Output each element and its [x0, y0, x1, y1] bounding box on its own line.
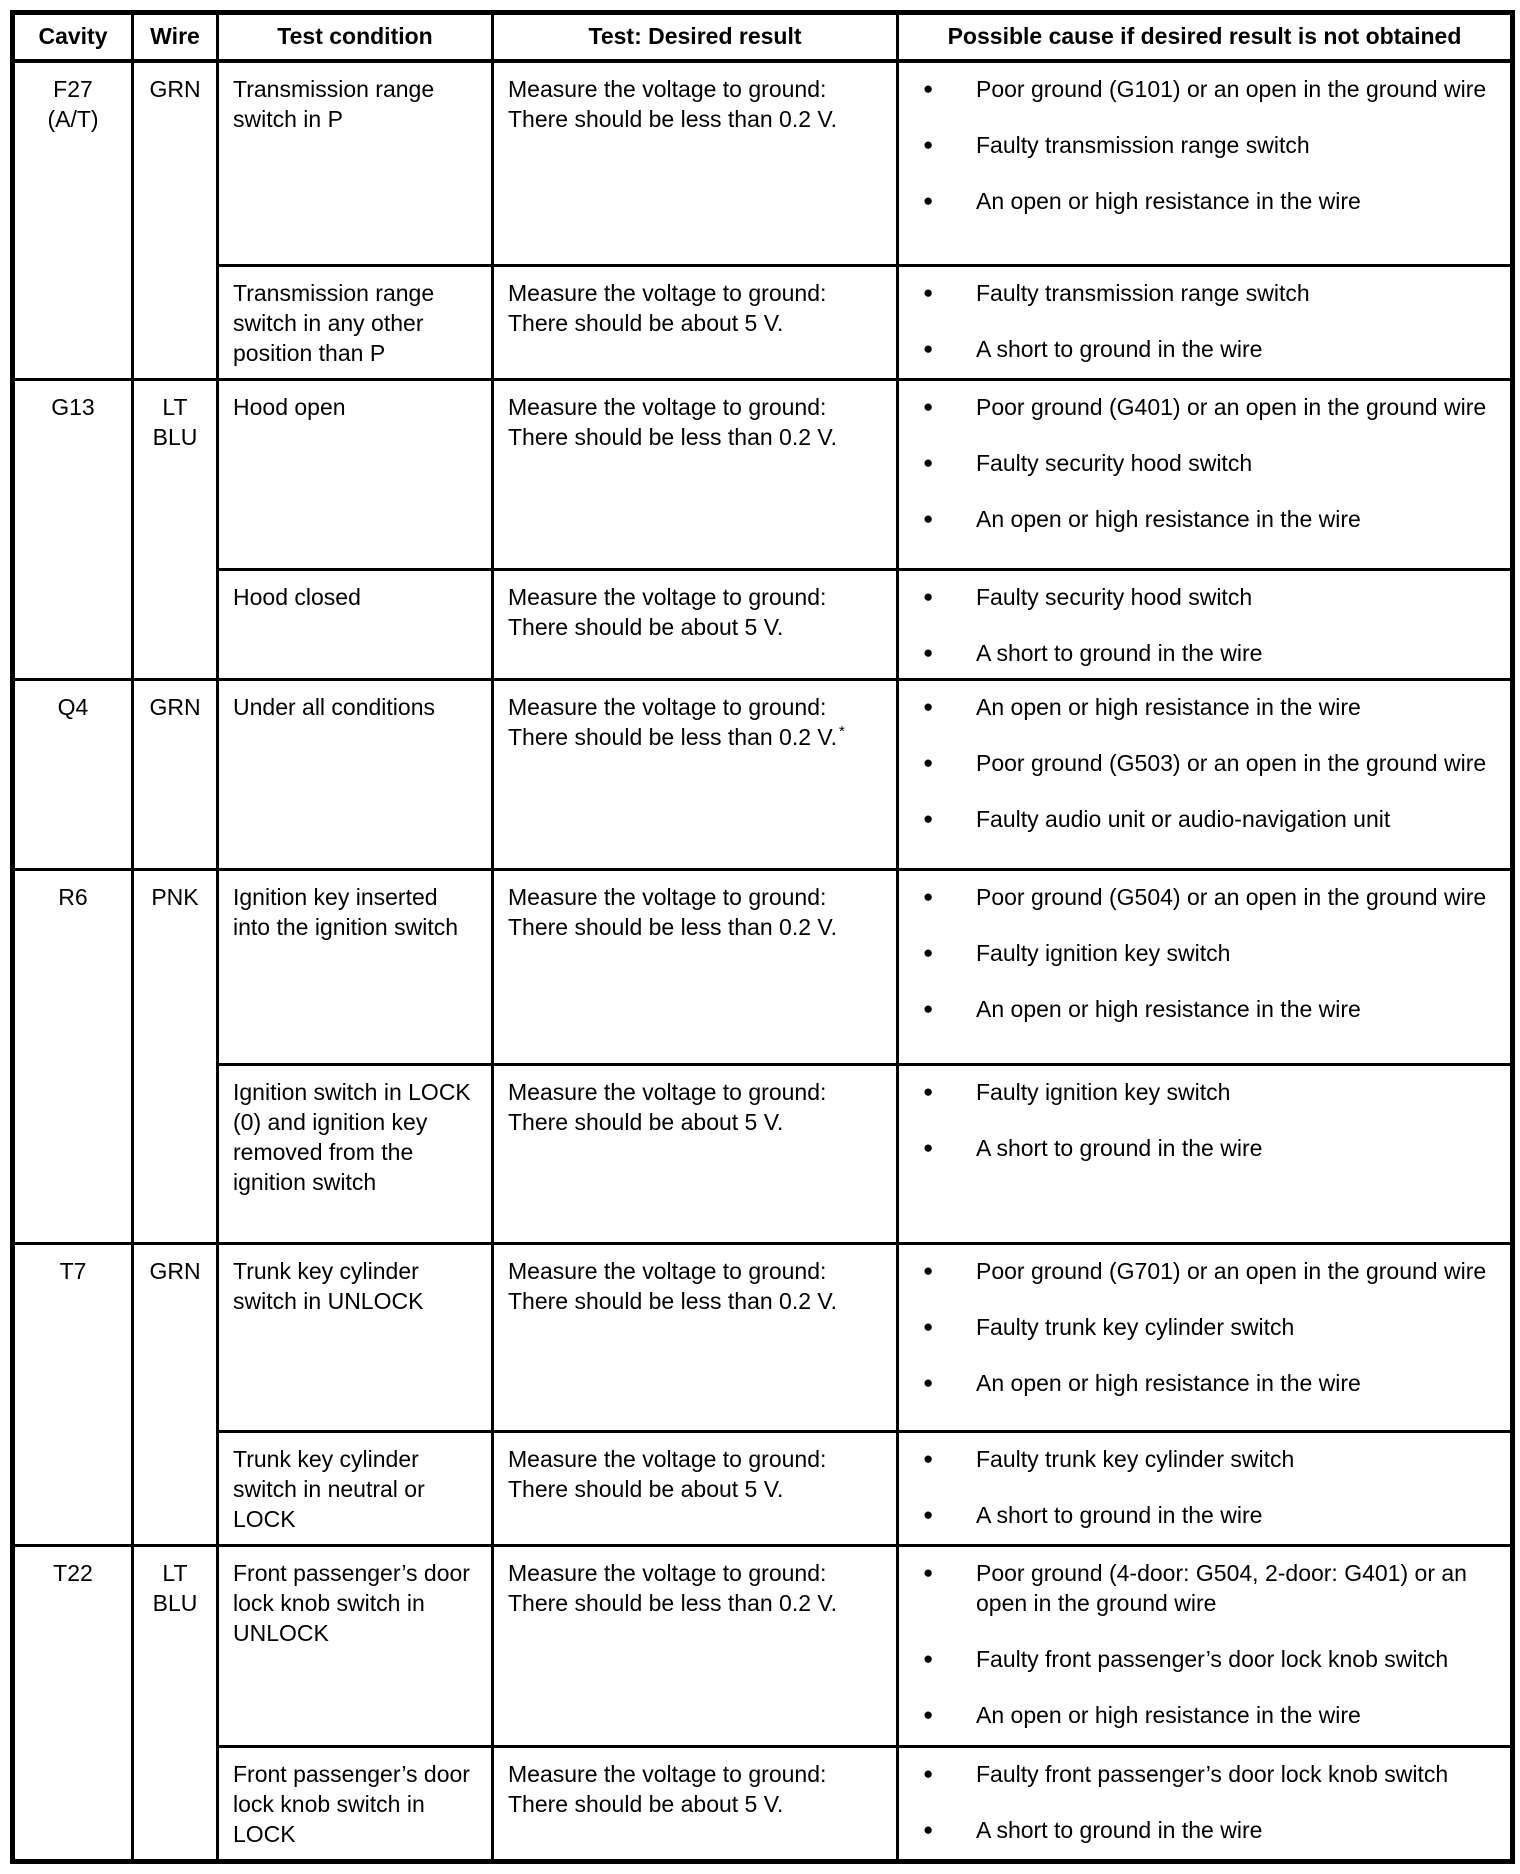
cause-item: [923, 638, 1498, 668]
result-line: Measure the voltage to ground:: [508, 1761, 827, 1787]
test-condition-text: Ignition switch in LOCK (0) and ignition key removed from the ignition switch: [233, 1079, 471, 1195]
bullet-icon: ●: [923, 283, 934, 302]
result-line: There should be about 5 V.: [508, 1109, 784, 1135]
test-condition-cell: [218, 1244, 493, 1432]
wire-line: GRN: [149, 694, 201, 720]
cause-text: Poor ground (G701) or an open in the ground wire: [976, 1258, 1487, 1284]
cavity-line: Q4: [57, 694, 89, 720]
cause-text: A short to ground in the wire: [976, 1817, 1263, 1843]
cavity-line: (A/T): [47, 105, 99, 132]
cause-item: [923, 1133, 1498, 1163]
wire-line: BLU: [152, 1590, 198, 1616]
test-condition-text: Ignition key inserted into the ignition switch: [233, 884, 459, 940]
result-line: Measure the voltage to ground:: [508, 1560, 827, 1586]
wire-cell: [133, 870, 218, 1244]
wire-cell: [133, 1244, 218, 1546]
bullet-icon: ●: [923, 509, 934, 528]
cause-item: [923, 692, 1498, 722]
cavity-cell: [13, 61, 133, 380]
test-condition-cell: [218, 680, 493, 870]
cavity-cell: [13, 1546, 133, 1862]
wire-cell: [133, 1546, 218, 1862]
cause-item: [923, 504, 1498, 534]
cavity-block-row: [13, 1546, 1513, 1747]
cavity-block-row: [13, 61, 1513, 266]
cause-text: A short to ground in the wire: [976, 1135, 1263, 1161]
cause-text: Faulty trunk key cylinder switch: [976, 1314, 1295, 1340]
bullet-icon: ●: [923, 1373, 934, 1392]
result-line: There should be less than 0.2 V.: [508, 1288, 838, 1314]
wire-line: PNK: [151, 884, 199, 910]
sub-test-row: [13, 1747, 1513, 1862]
header-test-condition: Test condition: [218, 13, 493, 61]
test-condition-text: Hood closed: [233, 584, 361, 610]
desired-result-cell: [493, 1432, 898, 1546]
result-line: There should be about 5 V.: [508, 614, 784, 640]
wire-cell: [133, 61, 218, 380]
test-condition-text: Hood open: [233, 394, 346, 420]
cause-item: [923, 1256, 1498, 1286]
result-line: Measure the voltage to ground:: [508, 394, 827, 420]
diagnostic-table: [10, 10, 1515, 1864]
desired-result-cell: [493, 380, 898, 570]
bullet-icon: ●: [923, 190, 934, 210]
wire-cell: [133, 680, 218, 870]
cause-text: Faulty ignition key switch: [976, 1079, 1231, 1105]
result-line: There should be about 5 V.: [508, 1791, 784, 1817]
bullet-icon: ●: [923, 643, 934, 662]
cause-text: Poor ground (G401) or an open in the ground wire: [976, 394, 1487, 420]
possible-cause-cell: [898, 680, 1513, 870]
desired-result-cell: [493, 680, 898, 870]
footnote-asterisk: *: [839, 723, 845, 741]
cause-text: Faulty audio unit or audio-navigation unit: [976, 806, 1391, 832]
result-line: There should be about 5 V.: [508, 1476, 784, 1502]
test-condition-text: Under all conditions: [233, 694, 436, 720]
cause-item: [923, 334, 1498, 364]
possible-cause-cell: [898, 1065, 1513, 1244]
test-condition-cell: [218, 266, 493, 380]
cause-text: Poor ground (4-door: G504, 2-door: G401) or an open in the ground wire: [976, 1560, 1467, 1616]
bullet-icon: ●: [923, 697, 934, 716]
cause-item: [923, 1759, 1498, 1789]
cause-item: [923, 1815, 1498, 1845]
result-line: Measure the voltage to ground:: [508, 75, 827, 102]
cause-item: [923, 130, 1498, 160]
result-line: There should be about 5 V.: [508, 310, 784, 336]
bullet-icon: ●: [923, 1820, 934, 1839]
bullet-icon: ●: [923, 999, 934, 1018]
cause-item: [923, 1558, 1498, 1618]
cause-text: A short to ground in the wire: [976, 640, 1263, 666]
possible-cause-cell: [898, 1244, 1513, 1432]
bullet-icon: ●: [923, 1563, 934, 1582]
possible-cause-cell: [898, 266, 1513, 380]
test-condition-text: Trunk key cylinder switch in neutral or LOCK: [233, 1446, 425, 1532]
result-line: Measure the voltage to ground:: [508, 280, 827, 306]
cause-text: Poor ground (G503) or an open in the ground wire: [976, 750, 1487, 776]
bullet-icon: ●: [923, 453, 934, 472]
cause-text: An open or high resistance in the wire: [976, 187, 1361, 214]
sub-test-row: [13, 1065, 1513, 1244]
cause-item: [923, 278, 1498, 308]
cavity-block-row: [13, 870, 1513, 1065]
bullet-icon: ●: [923, 1505, 934, 1524]
cavity-line: F27: [53, 75, 93, 102]
desired-result-cell: [493, 266, 898, 380]
cause-text: Faulty front passenger’s door lock knob switch: [976, 1646, 1449, 1672]
cause-text: Faulty security hood switch: [976, 584, 1253, 610]
sub-test-row: [13, 1432, 1513, 1546]
possible-cause-cell: [898, 1432, 1513, 1546]
test-condition-cell: [218, 870, 493, 1065]
cause-item: [923, 74, 1498, 104]
cavity-line: T22: [53, 1560, 93, 1586]
test-condition-cell: [218, 61, 493, 266]
test-condition-cell: [218, 570, 493, 680]
cause-text: A short to ground in the wire: [976, 1502, 1263, 1528]
bullet-icon: ●: [923, 1449, 934, 1468]
test-condition-cell: [218, 1747, 493, 1862]
possible-cause-cell: [898, 61, 1513, 266]
bullet-icon: ●: [923, 78, 934, 98]
result-line: Measure the voltage to ground:: [508, 1079, 827, 1105]
cause-text: Faulty security hood switch: [976, 450, 1253, 476]
bullet-icon: ●: [923, 753, 934, 772]
cavity-block-row: [13, 380, 1513, 570]
desired-result-cell: [493, 1065, 898, 1244]
table-body: [13, 61, 1513, 1862]
bullet-icon: ●: [923, 1138, 934, 1157]
cause-text: Poor ground (G504) or an open in the ground wire: [976, 884, 1487, 910]
result-line: There should be less than 0.2 V.: [508, 1590, 838, 1616]
cause-text: An open or high resistance in the wire: [976, 1702, 1361, 1728]
bullet-icon: ●: [923, 397, 934, 416]
result-line: Measure the voltage to ground:: [508, 884, 827, 910]
sub-test-row: [13, 570, 1513, 680]
cavity-cell: [13, 870, 133, 1244]
header-desired-result: Test: Desired result: [493, 13, 898, 61]
cavity-block-row: [13, 1244, 1513, 1432]
cavity-line: G13: [51, 394, 95, 420]
result-line: Measure the voltage to ground:: [508, 694, 827, 720]
cause-item: [923, 804, 1498, 834]
cavity-block-row: [13, 680, 1513, 870]
test-condition-text: Transmission range switch in P: [233, 75, 435, 132]
possible-cause-cell: [898, 570, 1513, 680]
cause-item: [923, 1444, 1498, 1474]
cause-text: A short to ground in the wire: [976, 336, 1263, 362]
wire-line: GRN: [149, 1258, 201, 1284]
wire-line: BLU: [152, 424, 198, 450]
header-wire: Wire: [133, 13, 218, 61]
cause-item: [923, 994, 1498, 1024]
cause-item: [923, 748, 1498, 778]
bullet-icon: ●: [923, 1649, 934, 1668]
cause-item: [923, 392, 1498, 422]
cavity-line: R6: [58, 884, 88, 910]
cause-text: An open or high resistance in the wire: [976, 694, 1361, 720]
cause-item: [923, 1500, 1498, 1530]
cause-item: [923, 1700, 1498, 1730]
test-condition-cell: [218, 1432, 493, 1546]
test-condition-text: Front passenger’s door lock knob switch in UNLOCK: [233, 1560, 470, 1646]
cause-text: Faulty ignition key switch: [976, 940, 1231, 966]
bullet-icon: ●: [923, 809, 934, 828]
possible-cause-cell: [898, 870, 1513, 1065]
bullet-icon: ●: [923, 1764, 934, 1783]
cavity-cell: [13, 680, 133, 870]
bullet-icon: ●: [923, 587, 934, 606]
desired-result-cell: [493, 1747, 898, 1862]
test-condition-text: Transmission range switch in any other position than P: [233, 280, 435, 366]
wire-line: LT: [162, 394, 188, 420]
test-condition-text: Front passenger’s door lock knob switch in LOCK: [233, 1761, 470, 1847]
possible-cause-cell: [898, 380, 1513, 570]
cause-text: Poor ground (G101) or an open in the ground wire: [976, 75, 1487, 102]
result-line: There should be less than 0.2 V.: [508, 105, 838, 132]
cause-item: [923, 938, 1498, 968]
bullet-icon: ●: [923, 887, 934, 906]
table-header: [13, 13, 1513, 61]
possible-cause-cell: [898, 1546, 1513, 1747]
wire-line: GRN: [149, 75, 201, 102]
bullet-icon: ●: [923, 1261, 934, 1280]
cause-text: Faulty trunk key cylinder switch: [976, 1446, 1295, 1472]
header-possible-cause: Possible cause if desired result is not obtained: [898, 13, 1513, 61]
wire-line: LT: [162, 1560, 188, 1586]
cause-item: [923, 448, 1498, 478]
cause-text: Faulty transmission range switch: [976, 131, 1310, 158]
test-condition-cell: [218, 380, 493, 570]
header-row: [13, 13, 1513, 61]
bullet-icon: ●: [923, 134, 934, 154]
bullet-icon: ●: [923, 1317, 934, 1336]
cavity-line: T7: [59, 1258, 87, 1284]
cavity-cell: [13, 380, 133, 680]
cause-item: [923, 1368, 1498, 1398]
cause-text: Faulty transmission range switch: [976, 280, 1310, 306]
test-condition-cell: [218, 1065, 493, 1244]
sub-test-row: [13, 266, 1513, 380]
desired-result-cell: [493, 1244, 898, 1432]
result-line: There should be less than 0.2 V. *: [508, 723, 845, 750]
cause-text: An open or high resistance in the wire: [976, 506, 1361, 532]
bullet-icon: ●: [923, 1082, 934, 1101]
cause-item: [923, 186, 1498, 216]
cause-text: Faulty front passenger’s door lock knob switch: [976, 1761, 1449, 1787]
result-line: Measure the voltage to ground:: [508, 584, 827, 610]
possible-cause-cell: [898, 1747, 1513, 1862]
bullet-icon: ●: [923, 339, 934, 358]
cause-item: [923, 1644, 1498, 1674]
result-line: Measure the voltage to ground:: [508, 1258, 827, 1284]
desired-result-cell: [493, 570, 898, 680]
header-cavity: Cavity: [13, 13, 133, 61]
desired-result-cell: [493, 870, 898, 1065]
test-condition-text: Trunk key cylinder switch in UNLOCK: [233, 1258, 424, 1314]
cause-item: [923, 582, 1498, 612]
result-line: There should be less than 0.2 V.: [508, 424, 838, 450]
bullet-icon: ●: [923, 943, 934, 962]
test-condition-cell: [218, 1546, 493, 1747]
result-line: Measure the voltage to ground:: [508, 1446, 827, 1472]
wire-cell: [133, 380, 218, 680]
desired-result-cell: [493, 1546, 898, 1747]
bullet-icon: ●: [923, 1705, 934, 1724]
result-line: There should be less than 0.2 V.: [508, 914, 838, 940]
cause-item: [923, 1312, 1498, 1342]
cause-item: [923, 1077, 1498, 1107]
cause-text: An open or high resistance in the wire: [976, 996, 1361, 1022]
desired-result-cell: [493, 61, 898, 266]
cause-text: An open or high resistance in the wire: [976, 1370, 1361, 1396]
cause-item: [923, 882, 1498, 912]
cavity-cell: [13, 1244, 133, 1546]
